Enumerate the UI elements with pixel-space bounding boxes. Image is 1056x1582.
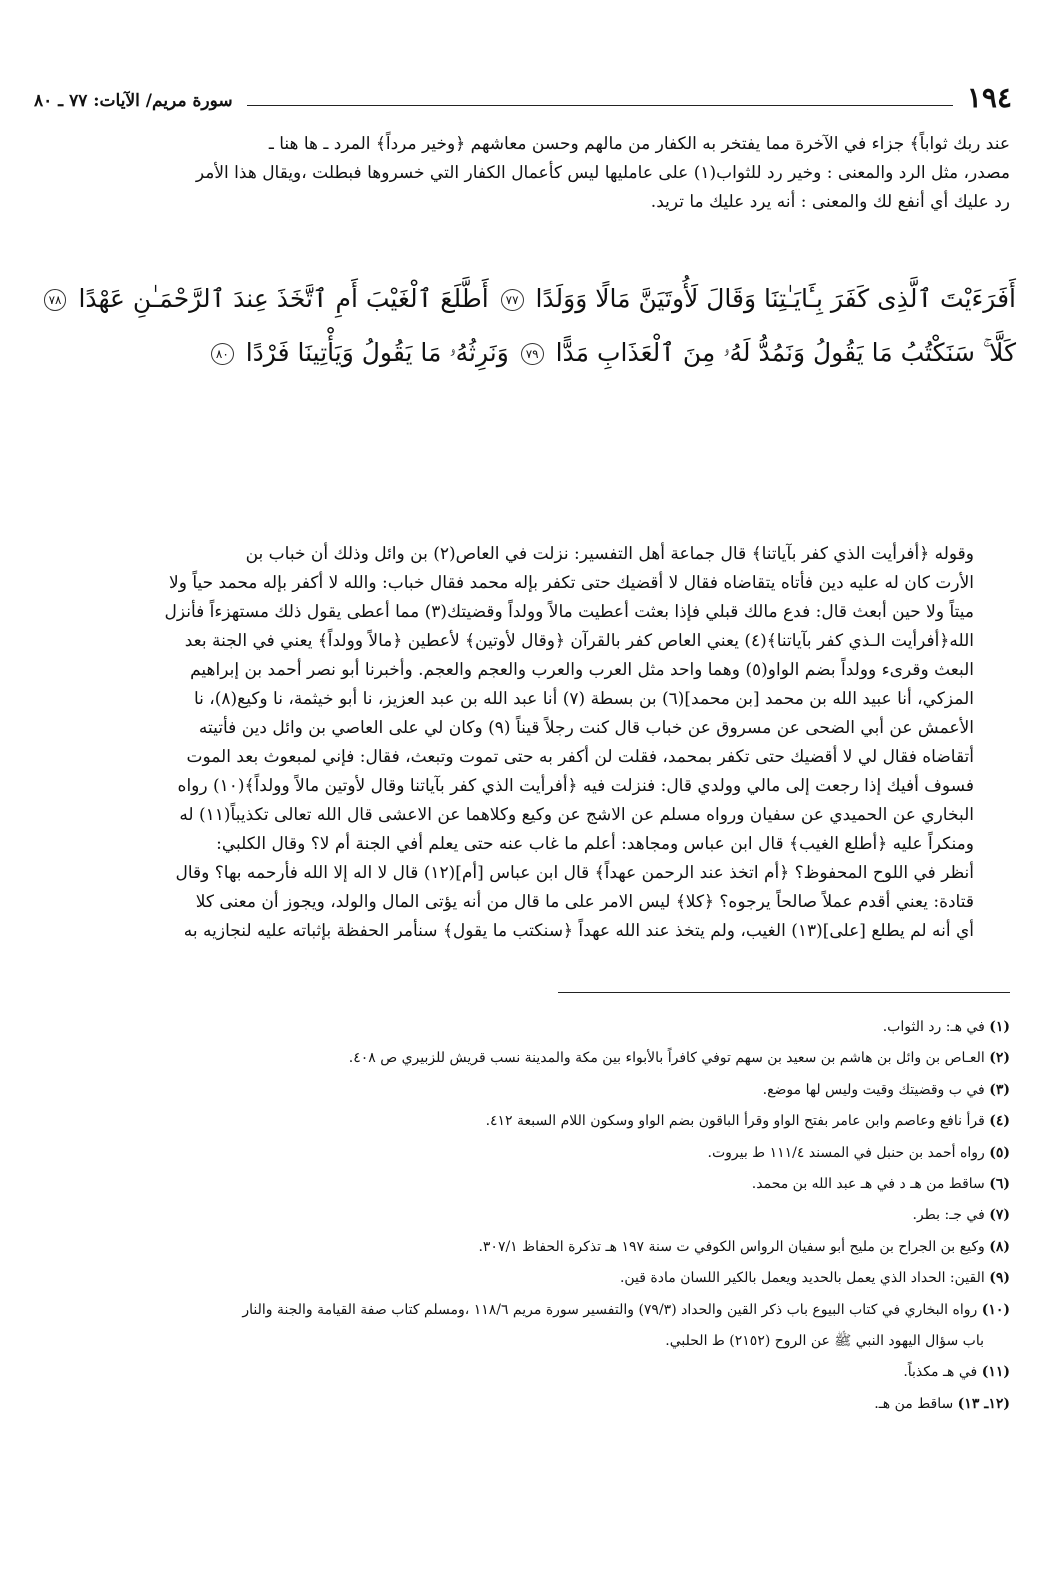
footnote-5: (٥) رواه أحمد بن حنبل في المسند ١١١/٤ ط بيروت. xyxy=(707,1144,1010,1161)
verse-79-text: كَلَّا ۚ سَنَكْتُبُ مَا يَقُولُ وَنَمُدُّ لَهُۥ مِنَ ٱلْعَذَابِ مَدًّا xyxy=(555,338,1016,367)
text-line: أتقاضاه فقال لي لا أقضيك حتى تكفر بمحمد، فقلت لن أكفر به حتى تموت وتبعث، فقال: فإني لمبعوث بعد الموت xyxy=(186,747,974,767)
text-line: رد عليك أي أنفع لك والمعنى : أنه يرد عليك ما تريد. xyxy=(650,192,1010,212)
verse-77-text: أَفَرَءَيْتَ ٱلَّذِى كَفَرَ بِـَٔايَـٰتِنَا وَقَالَ لَأُوتَيَنَّ مَالًا وَوَلَدًا xyxy=(535,284,1016,313)
quran-verses xyxy=(30,272,1016,380)
text-line: قتادة: يعني أقدم عملاً صالحاً يرجوه؟ ﴿كلا﴾ ليس الامر على ما قال من أنه يؤتى المال والولد، ويجوز أن معنى كلا xyxy=(195,892,974,912)
footnote-3: (٣) في ب وقضيتك وقيت وليس لها موضع. xyxy=(762,1081,1010,1098)
footnote-8: (٨) وكيع بن الجراح بن مليح أبو سفيان الرواس الكوفي ت سنة ١٩٧ هـ تذكرة الحفاظ ٣٠٧/١. xyxy=(478,1238,1010,1255)
verse-80-text: وَنَرِثُهُۥ مَا يَقُولُ وَيَأْتِينَا فَرْدًا xyxy=(245,338,509,367)
ayah-number-80: ٨٠ xyxy=(211,343,234,365)
text-line: ومنكراً عليه ﴿أطلع الغيب﴾ قال ابن عباس ومجاهد: أعلم ما غاب عنه حتى يعلم أفي الجنة أم لا؟ وقال الكلبي: xyxy=(216,834,974,854)
footnote-2: (٢) العـاص بن وائل بن هاشم بن سعيد بن سهم توفي كافراً بالأبواء بين مكة والمدينة نسب قريش للزبيري ص ٤٠٨. xyxy=(348,1050,1010,1067)
text-line: ميتاً ولا حين أبعث قال: فدع مالك قبلي فإذا بعثت أعطيت مالاً وولداً وقضيتك(٣) مما أعطى يقول ذلك مستهزءاً فأنزل xyxy=(164,602,974,622)
paragraph-commentary xyxy=(40,540,1010,946)
header-rule xyxy=(247,105,953,106)
footnote-9: (٩) القين: الحداد الذي يعمل بالحديد ويعمل بالكير اللسان مادة قين. xyxy=(619,1270,1010,1287)
verse-line-1 xyxy=(30,272,1016,326)
ayah-number-78: ٧٨ xyxy=(44,289,67,311)
verse-line-2 xyxy=(30,326,1016,380)
footnote-1: (١) في هـ: رد الثواب. xyxy=(882,1019,1010,1035)
text-line: الأرت كان له عليه دين فأتاه يتقاضاه فقال لا أقضيك حتى تكفر بإله محمد فقال خباب: والله لا أكفر بإله محمد حياً ولا xyxy=(169,573,974,593)
surah-reference: سورة مريم/ الآيات: ٧٧ ـ ٨٠ xyxy=(34,91,233,111)
paragraph-intro xyxy=(40,130,1010,217)
footnote-12-13: (١٢ـ ١٣) ساقط من هـ. xyxy=(874,1395,1010,1412)
footnote-separator xyxy=(558,992,1010,993)
text-line: أي أنه لم يطلع [على](١٣) الغيب، ولم يتخذ عند الله عهداً ﴿سنكتب ما يقول﴾ سنأمر الحفظة بإثباته عليه لنجازيه به xyxy=(183,921,974,941)
text-line: البخاري عن الحميدي عن سفيان ورواه مسلم عن الاشج عن وكيع وكلاهما عن الاعشى قال الله تعالى تكذيباً(١١) له xyxy=(179,805,974,825)
text-line: أنظر في اللوح المحفوظ؟ ﴿أم اتخذ عند الرحمن عهداً﴾ قال ابن عباس [أم](١٢) قال لا اله إلا الله فأرحمه بها؟ وقال xyxy=(175,863,974,883)
text-line: عند ربك ثواباً﴾ جزاء في الآخرة مما يفتخر به الكفار من مالهم وحسن معاشهم ﴿وخير مرداً﴾ المرد ـ ها هنا ـ xyxy=(268,134,1010,154)
verse-78-text: أَطَّلَعَ ٱلْغَيْبَ أَمِ ٱتَّخَذَ عِندَ ٱلرَّحْمَـٰنِ عَهْدًا xyxy=(78,284,489,313)
running-header xyxy=(34,81,1012,114)
ayah-number-77: ٧٧ xyxy=(501,289,524,311)
footnote-10: (١٠) رواه البخاري في كتاب البيوع باب ذكر القين والحداد (٧٩/٣) والتفسير سورة مريم ١١٨/٦ ،ومسلم كتاب صفة القيامة والجنة والنار xyxy=(242,1301,1010,1318)
footnote-7: (٧) في جـ: بطر. xyxy=(912,1207,1010,1224)
footnote-6: (٦) ساقط من هـ د في هـ عبد الله بن محمد. xyxy=(751,1176,1010,1193)
footnotes xyxy=(40,1012,1010,1420)
text-line: المزكي، أنا عبيد الله بن محمد [بن محمد](٦) بن بسطة (٧) أنا عبد الله بن عبد العزيز، نا أبو خيثمة، نا وكيع(٨)، نا xyxy=(193,689,974,709)
text-line: فسوف أفيك إذا رجعت إلى مالي وولدي قال: فنزلت فيه ﴿أفرأيت الذي كفر بآياتنا وقال لأوتين مالاً وولداً﴾(١٠) رواه xyxy=(177,776,974,796)
text-line: مصدر، مثل الرد والمعنى : وخير رد للثواب(١) على عامليها ليس كأعمال الكفار التي خسروها فبطلت ،ويقال هذا الأمر xyxy=(195,163,1010,183)
text-line: وقوله ﴿أفرأيت الذي كفر بآياتنا﴾ قال جماعة أهل التفسير: نزلت في العاص(٢) بن وائل وذلك أن خباب بن xyxy=(245,544,974,564)
page-number: ١٩٤ xyxy=(966,81,1012,114)
footnote-4: (٤) قرأ نافع وعاصم وابن عامر بفتح الواو وقرأ الباقون بضم الواو وسكون اللام السبعة ٤١٢. xyxy=(485,1113,1010,1130)
footnote-10-continued: باب سؤال اليهود النبي ﷺ عن الروح (٢١٥٢) ط الحلبي. xyxy=(665,1333,984,1350)
text-line: الأعمش عن أبي الضحى عن مسروق عن خباب قال كنت رجلاً قيناً (٩) وكان لي على العاصي بن وائل دين فأتيته xyxy=(198,718,974,738)
footnote-11: (١١) في هـ مكذباً. xyxy=(903,1364,1010,1381)
text-line: الله﴿أفرأيت الـذي كفر بآياتنا﴾(٤) يعني العاص كفر بالقرآن ﴿وقال لأوتين﴾ لأعطين ﴿مالاً وولداً﴾ يعني في الجنة بعد xyxy=(184,631,974,651)
ayah-number-79: ٧٩ xyxy=(521,343,544,365)
text-line: البعث وقرىء وولداً بضم الواو(٥) وهما واحد مثل العرب والعرب والعجم والعجم. وأخبرنا أبو نصر أحمد بن إبراهيم xyxy=(190,660,974,680)
